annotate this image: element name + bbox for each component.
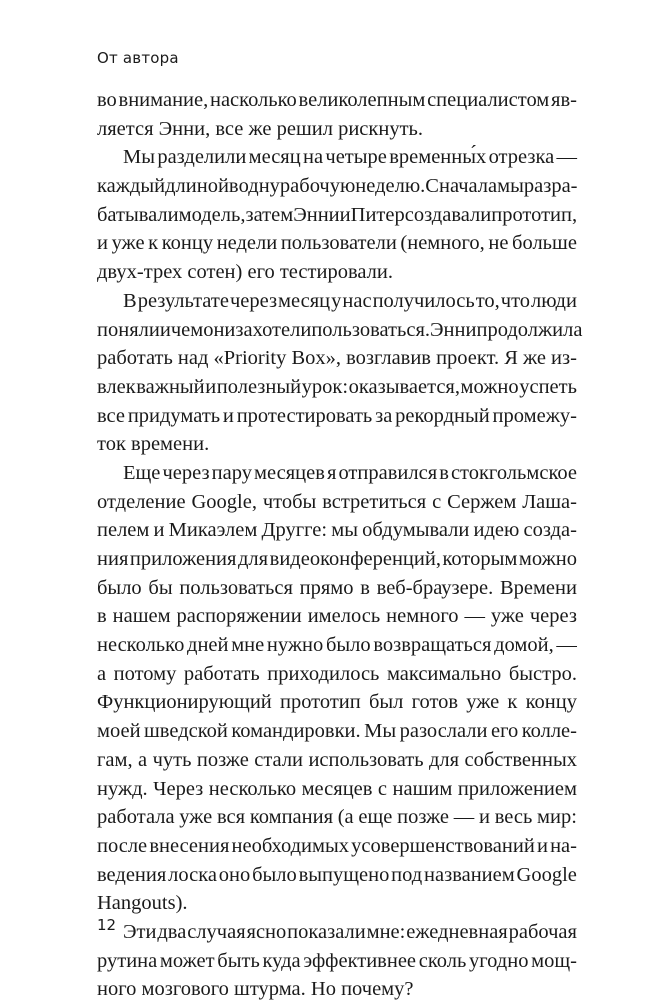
text-line: несколько дней мне нужно было возвращаться домой, —	[97, 634, 577, 657]
text-line: а потому работать приходилось максимально быстро.	[97, 662, 577, 685]
text-line: Функционирующий прототип был готов уже к концу	[97, 691, 577, 714]
text-line: после внесения необходимых усовершенствований и на-	[97, 834, 577, 857]
text-line: двух-трех сотен) его тестировали.	[97, 261, 393, 284]
text-line: ния приложения для видеоконференций, которым можно	[97, 548, 577, 570]
text-line: каждый длиной в одну рабочую неделю. Сначала мы разра-	[97, 175, 578, 198]
page-number: 12	[97, 916, 117, 934]
text-line: Hangouts).	[97, 892, 188, 915]
text-line: ляется Энни, все же решил рискнуть.	[97, 117, 423, 140]
text-line: работала уже вся компания (а еще позже — и весь мир:	[97, 806, 577, 829]
text-line: в нашем распоряжении имелось немного — уже через	[97, 605, 577, 628]
text-line: нужд. Через несколько месяцев с нашим приложением	[97, 777, 577, 800]
text-line: и уже к концу недели пользователи (немного, не больше	[97, 232, 577, 255]
text-line: отделение Google, чтобы встретиться с Сержем Лаша-	[97, 490, 577, 513]
text-line: поняли и чем они захотели пользоваться. Энни продолжила	[97, 318, 583, 341]
text-line: рутина может быть куда эффективнее сколь угодно мощ-	[97, 949, 577, 972]
running-header: От автора	[97, 49, 179, 67]
text-line: гам, а чуть позже стали использовать для собственных	[97, 748, 577, 771]
text-line: пелем и Микаэлем Другге: мы обдумывали идею созда-	[97, 519, 577, 542]
text-line: работать над «Priority Box», возглавив проект. Я же из-	[97, 347, 577, 370]
text-line: ток времени.	[97, 433, 210, 456]
text-line: Мы разделили месяц на четыре временны́х отрезка —	[123, 146, 577, 169]
text-line: было бы пользоваться прямо в веб-браузере. Времени	[97, 576, 577, 599]
body-text	[97, 86, 583, 1004]
text-line: ного мозгового штурма. Но почему?	[97, 978, 414, 1001]
text-line: влек важный и полезный урок: оказывается, можно успеть	[97, 375, 577, 398]
text-line: Еще через пару месяцев я отправился в стокгольмское	[123, 461, 577, 484]
text-line: Эти два случая ясно показали мне: ежедневная рабочая	[123, 920, 577, 943]
text-line: во внимание, насколько великолепным специалистом яв-	[97, 89, 577, 111]
text-line: ведения лоска оно было выпущено под названием Google	[97, 863, 577, 886]
text-line: В результате через месяц у нас получилось то, что люди	[123, 289, 577, 312]
text-line: все придумать и протестировать за рекордный промежу-	[97, 404, 577, 427]
text-line: батывали модель, затем Энни и Питер создавали прототип,	[97, 203, 578, 226]
text-line: моей шведской командировки. Мы разослали его колле-	[97, 720, 577, 743]
